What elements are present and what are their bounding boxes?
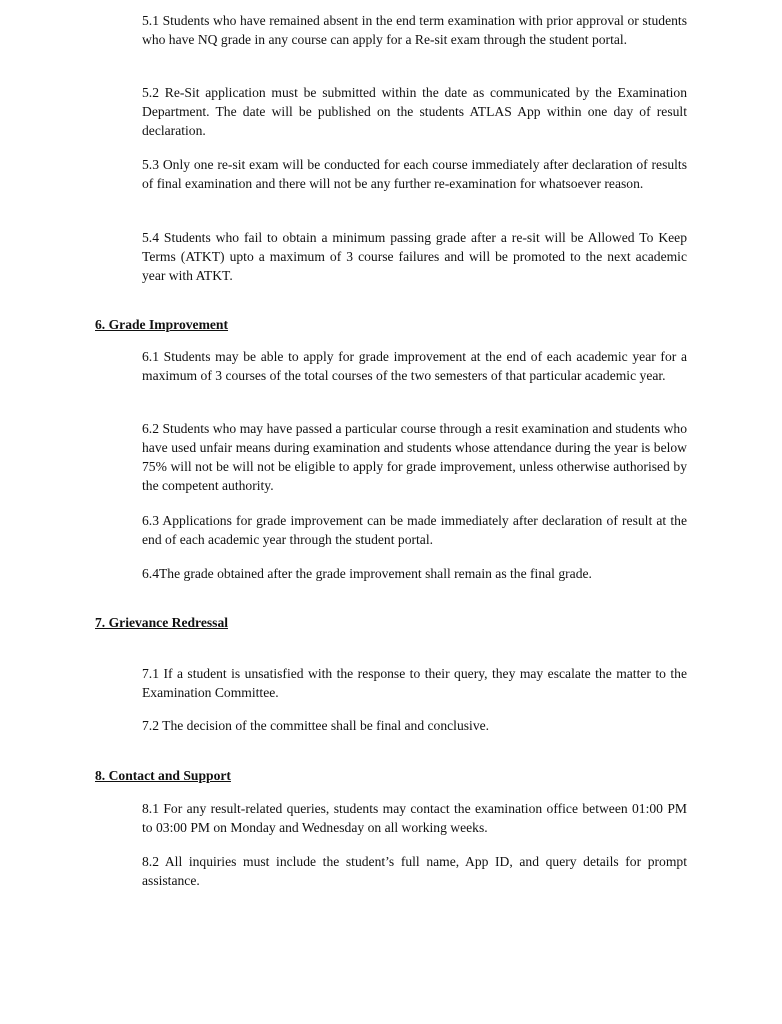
paragraph-5-1: 5.1 Students who have remained absent in the end term examination with prior approval or students who have NQ grade in any course can apply for a Re-sit exam through the student portal. <box>142 13 687 47</box>
paragraph-6-3: 6.3 Applications for grade improvement can be made immediately after declaration of result at the end of each academic year through the student portal. <box>142 513 687 547</box>
section-heading-grade-improvement: 6. Grade Improvement <box>95 317 229 332</box>
section-heading-grievance-redressal: 7. Grievance Redressal <box>95 615 229 630</box>
section-heading-contact-support: 8. Contact and Support <box>95 768 231 783</box>
paragraph-5-2: 5.2 Re-Sit application must be submitted within the date as communicated by the Examination Department. The date will be published on the students ATLAS App within one day of result declaration. <box>142 85 687 138</box>
paragraph-8-2: 8.2 All inquiries must include the student’s full name, App ID, and query details for prompt assistance. <box>142 854 687 888</box>
paragraph-6-4: 6.4The grade obtained after the grade improvement shall remain as the final grade. <box>142 566 592 581</box>
paragraph-5-3: 5.3 Only one re-sit exam will be conducted for each course immediately after declaration of results of final examination and there will not be any further re-examination for whatsoever reason. <box>142 157 687 191</box>
paragraph-7-2: 7.2 The decision of the committee shall be final and conclusive. <box>142 718 490 733</box>
paragraph-7-1: 7.1 If a student is unsatisfied with the response to their query, they may escalate the matter to the Examination Committee. <box>142 666 687 700</box>
paragraph-5-4: 5.4 Students who fail to obtain a minimum passing grade after a re-sit will be Allowed To Keep Terms (ATKT) upto a maximum of 3 course failures and will be promoted to the next academic year with ATKT. <box>142 230 687 283</box>
paragraph-6-1: 6.1 Students may be able to apply for grade improvement at the end of each academic year for a maximum of 3 courses of the total courses of the two semesters of that particular academic year. <box>142 349 687 383</box>
paragraph-8-1: 8.1 For any result-related queries, students may contact the examination office between 01:00 PM to 03:00 PM on Monday and Wednesday on all working weeks. <box>142 801 687 835</box>
paragraph-6-2: 6.2 Students who may have passed a particular course through a resit examination and students who have used unfair means during examination and students whose attendance during the year is below 75% will not be will not be eligible to apply for grade improvement, unless otherwise authorised by the competent authority. <box>142 421 687 493</box>
